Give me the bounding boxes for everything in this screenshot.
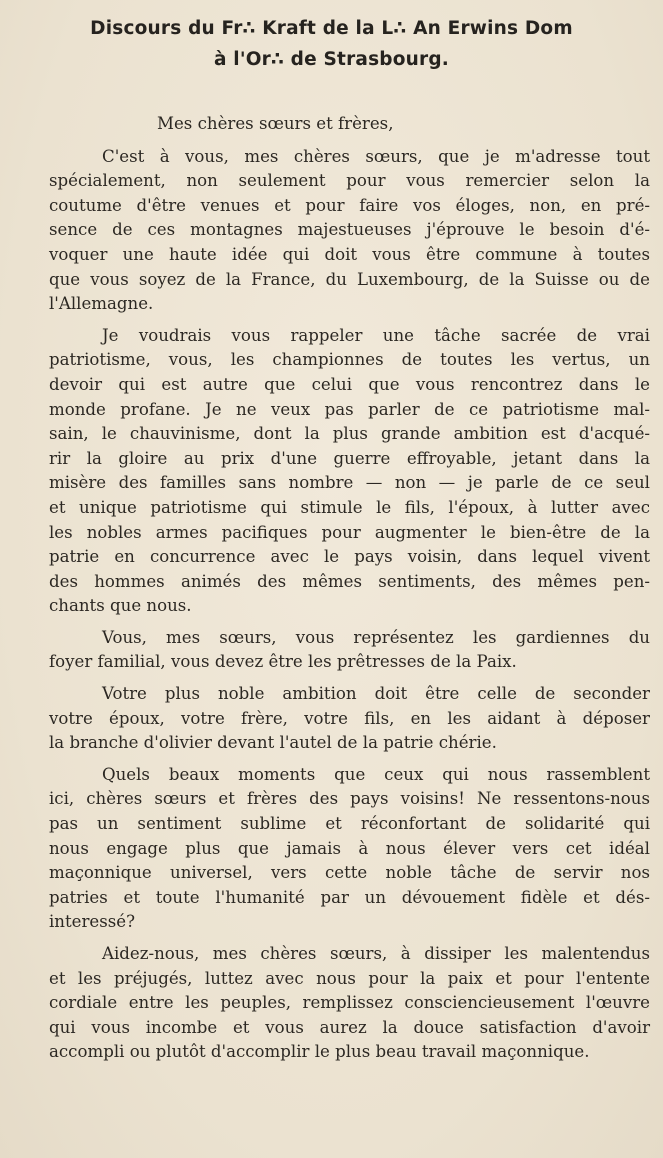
text-line: Je voudrais vous rappeler une tâche sacrée de vrai: [102, 325, 650, 345]
text-line: Aidez-nous, mes chères sœurs, à dissiper les malentendus: [102, 944, 650, 963]
text-line: des hommes animés des mêmes sentiments, des mêmes pen-: [49, 571, 650, 591]
salutation: Mes chères sœurs et frères,: [157, 114, 394, 133]
text-line: votre époux, votre frère, votre fils, en les aidant à déposer: [49, 708, 650, 728]
text-line: et les préjugés, luttez avec nous pour la paix et pour l'entente: [49, 968, 650, 988]
text-line: ici, chères sœurs et frères des pays voisins! Ne ressentons-nous: [49, 789, 650, 809]
text-line: misère des familles sans nombre — non — je parle de ce seul: [49, 473, 650, 493]
text-line: foyer familial, vous devez être les prêtresses de la Paix.: [49, 652, 517, 672]
text-line: et unique patriotisme qui stimule le fils, l'époux, à lutter avec: [49, 497, 650, 517]
text-line: Votre plus noble ambition doit être celle de seconder: [102, 684, 650, 704]
text-line: pas un sentiment sublime et réconfortant de solidarité qui: [49, 814, 650, 834]
paragraph: [49, 763, 650, 935]
text-line: qui vous incombe et vous aurez la douce satisfaction d'avoir: [49, 1017, 650, 1037]
text-line: voquer une haute idée qui doit vous être commune à toutes: [49, 244, 650, 264]
text-line: patrie en concurrence avec le pays voisin, dans lequel vivent: [49, 547, 650, 567]
text-line: l'Allemagne.: [49, 294, 154, 314]
paragraph: [49, 682, 650, 756]
speech-title-line-1: Discours du Fr∴ Kraft de la L∴ An Erwins Dom: [90, 18, 573, 39]
text-line: maçonnique universel, vers cette noble tâche de servir nos: [49, 863, 650, 883]
text-line: patries et toute l'humanité par un dévouement fidèle et dés-: [49, 887, 650, 907]
text-line: que vous soyez de la France, du Luxembourg, de la Suisse ou de: [49, 269, 650, 289]
text-line: spécialement, non seulement pour vous remercier selon la: [49, 171, 650, 191]
speech-body: [49, 112, 650, 1072]
text-line: sence de ces montagnes majestueuses j'éprouve le besoin d'é-: [49, 220, 650, 240]
text-line: interessé?: [49, 912, 135, 932]
text-line: devoir qui est autre que celui que vous rencontrez dans le: [49, 374, 650, 394]
paragraph: [49, 324, 650, 619]
text-line: rir la gloire au prix d'une guerre effroyable, jetant dans la: [49, 448, 650, 468]
text-line: la branche d'olivier devant l'autel de la patrie chérie.: [49, 733, 497, 753]
text-line: C'est à vous, mes chères sœurs, que je m'adresse tout: [102, 146, 650, 166]
text-line: patriotisme, vous, les championnes de toutes les vertus, un: [49, 350, 650, 370]
speech-title-line-2: à l'Or∴ de Strasbourg.: [213, 49, 450, 70]
text-line: chants que nous.: [49, 596, 192, 616]
text-line: cordiale entre les peuples, remplissez consciencieusement l'œuvre: [49, 993, 650, 1013]
text-line: les nobles armes pacifiques pour augmenter le bien-être de la: [49, 522, 650, 542]
text-line: accompli ou plutôt d'accomplir le plus beau travail maçonnique.: [49, 1042, 590, 1062]
paragraph: [49, 145, 650, 317]
paragraph: [49, 942, 650, 1065]
text-line: coutume d'être venues et pour faire vos éloges, non, en pré-: [49, 195, 650, 215]
text-line: sain, le chauvinisme, dont la plus grande ambition est d'acqué-: [49, 424, 650, 444]
text-line: Vous, mes sœurs, vous représentez les gardiennes du: [102, 627, 650, 647]
text-line: nous engage plus que jamais à nous élever vers cet idéal: [49, 838, 650, 858]
paragraph-list: [49, 145, 650, 1065]
text-line: monde profane. Je ne veux pas parler de ce patriotisme mal-: [49, 399, 650, 419]
text-line: Quels beaux moments que ceux qui nous rassemblent: [102, 764, 650, 784]
paragraph: [49, 626, 650, 675]
